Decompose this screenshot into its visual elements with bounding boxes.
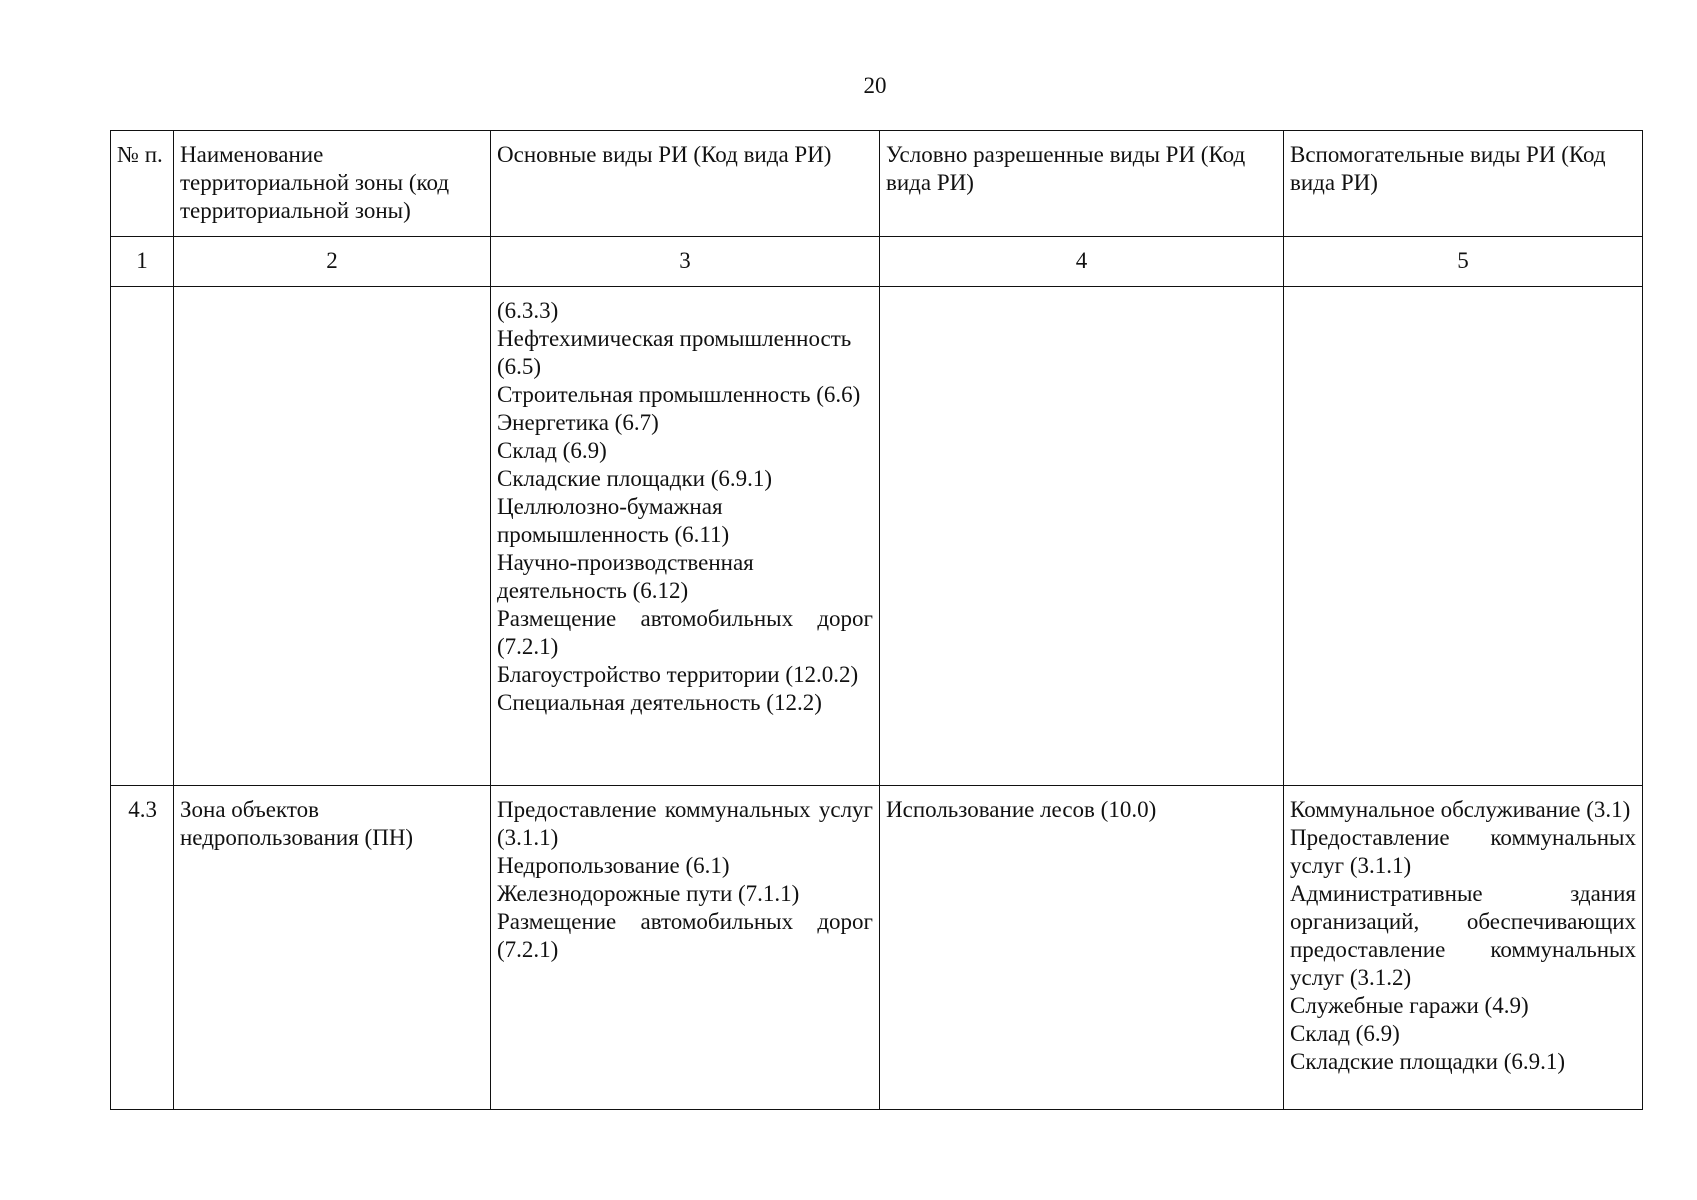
use-item: Склад (6.9)	[497, 438, 607, 463]
table-row	[111, 786, 1643, 1110]
row-number: 4.3	[111, 786, 174, 1110]
use-item: Строительная промышленность (6.6)	[497, 382, 861, 407]
zones-table	[110, 130, 1643, 1110]
use-item: Служебные гаражи (4.9)	[1290, 993, 1529, 1018]
table-row	[111, 287, 1643, 786]
use-item: Коммунальное обслуживание (3.1)	[1290, 797, 1631, 822]
use-item: Размещение автомобильных дорог (7.2.1)	[497, 606, 873, 659]
use-item: Нефтехимическая промышленность (6.5)	[497, 326, 852, 379]
main-uses-cell	[491, 786, 880, 1110]
use-item: Административные здания организаций, обеспечивающих предоставление коммунальных услуг (3.1.2)	[1290, 881, 1636, 990]
header-zone-name: Наименование территориальной зоны (код территориальной зоны)	[174, 131, 491, 237]
use-item: Размещение автомобильных дорог (7.2.1)	[497, 909, 873, 962]
use-item: Научно-производственная деятельность (6.12)	[497, 550, 754, 603]
column-number: 5	[1284, 237, 1643, 287]
conditional-uses-cell	[880, 786, 1284, 1110]
use-item: Использование лесов (10.0)	[886, 797, 1157, 822]
header-auxiliary-uses: Вспомогательные виды РИ (Код вида РИ)	[1284, 131, 1643, 237]
use-item: Предоставление коммунальных услуг (3.1.1)	[497, 797, 873, 850]
header-number: № п.	[111, 131, 174, 237]
main-uses-cell	[491, 287, 880, 786]
zone-name: Зона объектов недропользования (ПН)	[174, 786, 491, 1110]
auxiliary-uses-cell	[1284, 287, 1643, 786]
use-item: Склад (6.9)	[1290, 1021, 1400, 1046]
table-header-row	[111, 131, 1643, 237]
zone-name	[174, 287, 491, 786]
use-item: Недропользование (6.1)	[497, 853, 730, 878]
use-item: Специальная деятельность (12.2)	[497, 690, 822, 715]
row-number	[111, 287, 174, 786]
column-number: 1	[111, 237, 174, 287]
column-number: 4	[880, 237, 1284, 287]
header-conditional-uses: Условно разрешенные виды РИ (Код вида РИ)	[880, 131, 1284, 237]
use-item: Благоустройство территории (12.0.2)	[497, 662, 859, 687]
column-number: 2	[174, 237, 491, 287]
column-number: 3	[491, 237, 880, 287]
use-item: (6.3.3)	[497, 298, 559, 323]
conditional-uses-cell	[880, 287, 1284, 786]
use-item: Складские площадки (6.9.1)	[497, 466, 773, 491]
use-item: Целлюлозно-бумажная промышленность (6.11)	[497, 494, 730, 547]
use-item: Предоставление коммунальных услуг (3.1.1)	[1290, 825, 1636, 878]
auxiliary-uses-cell	[1284, 786, 1643, 1110]
use-item: Железнодорожные пути (7.1.1)	[497, 881, 800, 906]
use-item: Складские площадки (6.9.1)	[1290, 1049, 1566, 1074]
use-item: Энергетика (6.7)	[497, 410, 659, 435]
page-number: 20	[863, 73, 887, 98]
header-main-uses: Основные виды РИ (Код вида РИ)	[491, 131, 880, 237]
column-number-row	[111, 237, 1643, 287]
